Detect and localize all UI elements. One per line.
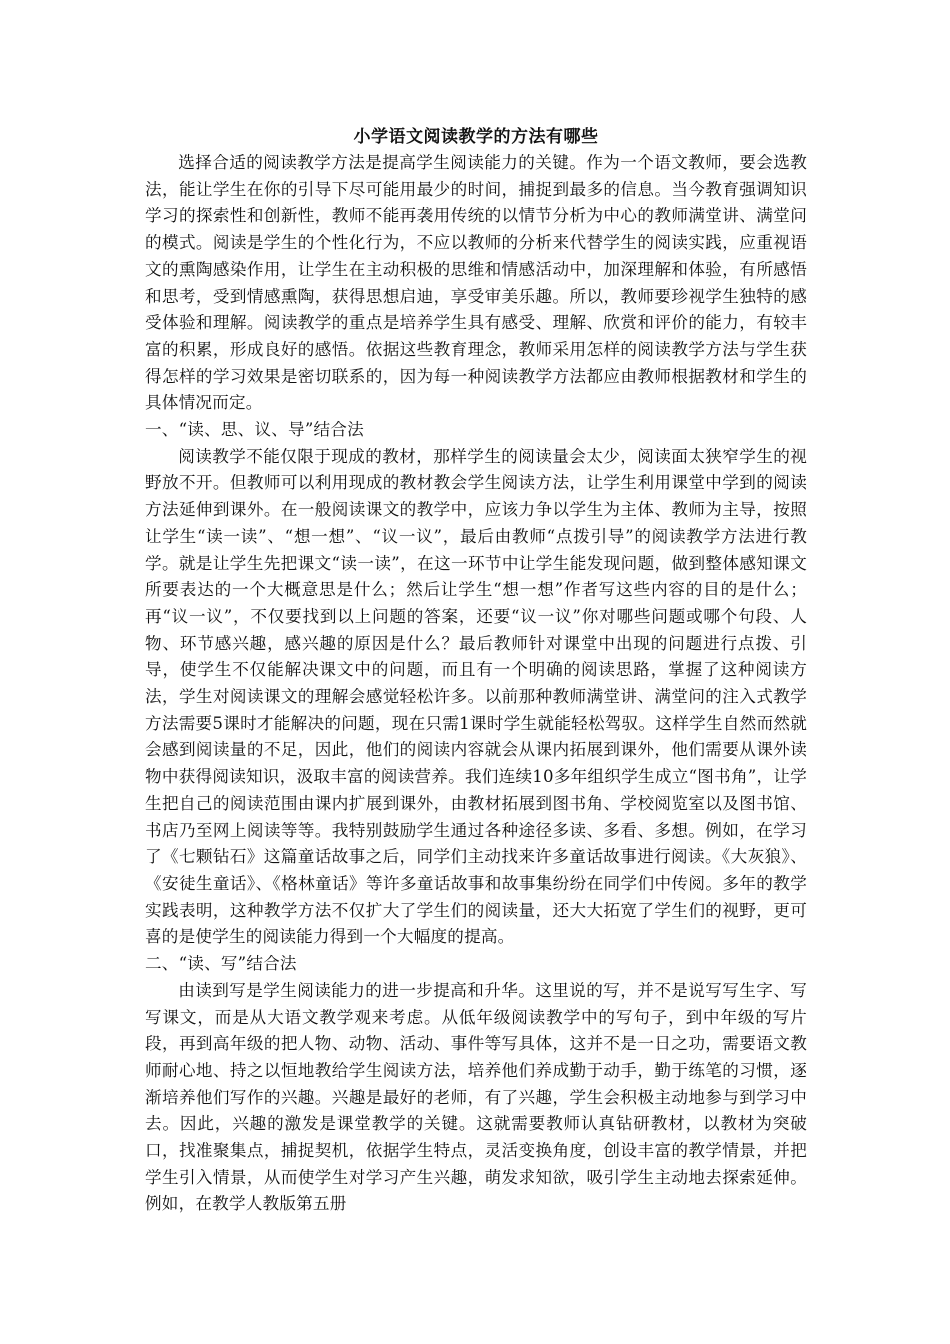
section-heading-1: 一、“读、思、议、导”结合法 bbox=[145, 420, 364, 440]
document-page bbox=[145, 124, 807, 1218]
section-body-1: 阅读教学不能仅限于现成的教材，那样学生的阅读量会太少，阅读面太狭窄学生的视野放不开。但教师可以利用现成的教材教会学生阅读方法，让学生利用课堂中学到的阅读方法延伸到课外。在一般阅读课文的教学中，应该力争以学生为主体、教师为主导，按照让学生“读一读”、“想一想”、“议一议”，最后由教师“点拨引导”的阅读教学方法进行教学。就是让学生先把课文“读一读”，在这一环节中让学生能发现问题，做到整体感知课文所要表达的一个大概意思是什么；然后让学生“想一想”作者写这些内容的目的是什么；再“议一议”，不仅要找到以上问题的答案，还要“议一议”你对哪些问题或哪个句段、人物、环节感兴趣，感兴趣的原因是什么？最后教师针对课堂中出现的问题进行点拨、引导，使学生不仅能解决课文中的问题，而且有一个明确的阅读思路，掌握了这种阅读方法，学生对阅读课文的理解会感觉轻松许多。以前那种教师满堂讲、满堂问的注入式教学方法需要5课时才能解决的问题，现在只需1课时学生就能轻松驾驭。这样学生自然而然就会感到阅读量的不足，因此，他们的阅读内容就会从课内拓展到课外，他们需要从课外读物中获得阅读知识，汲取丰富的阅读营养。我们连续10多年组织学生成立“图书角”，让学生把自己的阅读范围由课内扩展到课外，由教材拓展到图书角、学校阅览室以及图书馆、书店乃至网上阅读等等。我特别鼓励学生通过各种途径多读、多看、多想。例如，在学习了《七颗钻石》这篇童话故事之后，同学们主动找来许多童话故事进行阅读。《大灰狼》、《安徒生童话》、《格林童话》等许多童话故事和故事集纷纷在同学们中传阅。多年的教学实践表明，这种教学方法不仅扩大了学生们的阅读量，还大大拓宽了学生们的视野，更可喜的是使学生的阅读能力得到一个大幅度的提高。 bbox=[145, 446, 807, 947]
section-heading-2: 二、“读、写”结合法 bbox=[145, 954, 297, 974]
section-body-2: 由读到写是学生阅读能力的进一步提高和升华。这里说的写，并不是说写写生字、写写课文，而是从大语文教学观来考虑。从低年级阅读教学中的写句子，到中年级的写片段，再到高年级的把人物、动物、活动、事件等写具体，这并不是一日之功，需要语文教师耐心地、持之以恒地教给学生阅读方法，培养他们养成勤于动手，勤于练笔的习惯，逐渐培养他们写作的兴趣。兴趣是最好的老师，有了兴趣，学生会积极主动地参与到学习中去。因此，兴趣的激发是课堂教学的关键。这就需要教师认真钻研教材，以教材为突破口，找准聚集点，捕捉契机，依据学生特点，灵活变换角度，创设丰富的教学情景，并把学生引入情景，从而使学生对学习产生兴趣，萌发求知欲，吸引学生主动地去探索延伸。例如，在教学人教版第五册 bbox=[145, 980, 807, 1214]
document-title: 小学语文阅读教学的方法有哪些 bbox=[353, 127, 599, 147]
intro-paragraph: 选择合适的阅读教学方法是提高学生阅读能力的关键。作为一个语文教师，要会选教法，能让学生在你的引导下尽可能用最少的时间，捕捉到最多的信息。当今教育强调知识学习的探索性和创新性，教师不能再袭用传统的以情节分析为中心的教师满堂讲、满堂问的模式。阅读是学生的个性化行为，不应以教师的分析来代替学生的阅读实践，应重视语文的熏陶感染作用，让学生在主动积极的思维和情感活动中，加深理解和体验，有所感悟和思考，受到情感熏陶，获得思想启迪，享受审美乐趣。所以，教师要珍视学生独特的感受体验和理解。阅读教学的重点是培养学生具有感受、理解、欣赏和评价的能力，有较丰富的积累，形成良好的感悟。依据这些教育理念，教师采用怎样的阅读教学方法与学生获得怎样的学习效果是密切联系的，因为每一种阅读教学方法都应由教师根据教材和学生的具体情况而定。 bbox=[145, 153, 807, 413]
